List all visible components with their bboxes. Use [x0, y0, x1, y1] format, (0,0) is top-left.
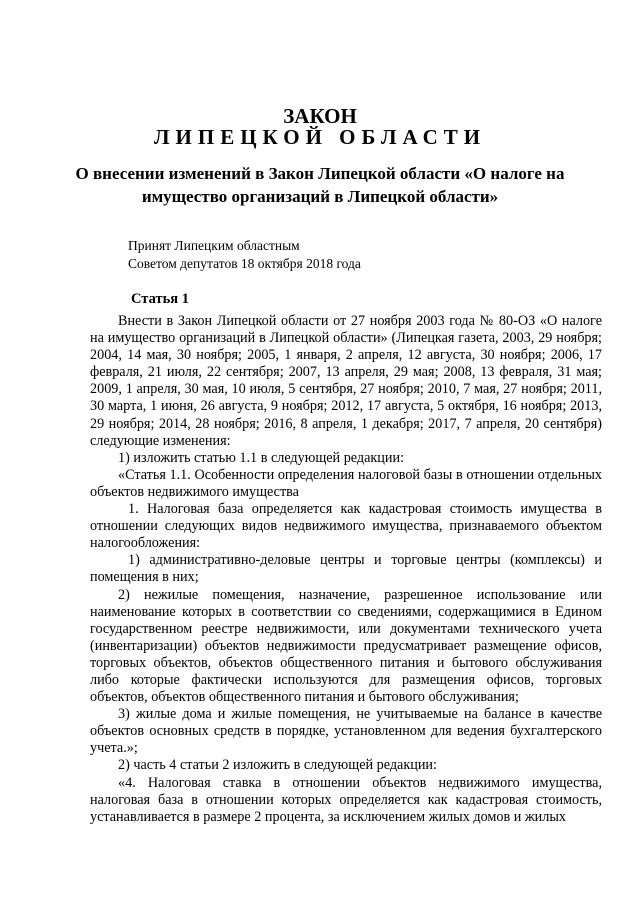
law-subtitle: О внесении изменений в Закон Липецкой области «О налоге на имущество организаций в Липецкой области» [75, 164, 565, 206]
paragraph: Внести в Закон Липецкой области от 27 ноября 2003 года № 80-ОЗ «О налоге на имущество организаций в Липецкой области» (Липецкая газета, 2003, 29 ноября; 2004, 14 мая, 30 ноября; 2005, 1 января, 2 апреля, 12 августа, 30 ноября; 2006, 17 февраля, 21 июля, 22 сентября; 2007, 13 апреля, 29 мая; 2008, 13 февраля, 31 мая; 2009, 1 апреля, 30 мая, 10 июля, 5 сентября, 27 ноября; 2010, 7 мая, 27 ноября; 2011, 30 марта, 1 июня, 26 августа, 9 ноября; 2012, 17 августа, 5 октября, 16 ноября; 2013, 29 ноября; 2014, 28 ноября; 2016, 8 апреля, 1 декабря; 2017, 7 апреля, 20 сентября) следующие изменения: [90, 313, 602, 449]
paragraph: «4. Налоговая ставка в отношении объектов недвижимого имущества, налоговая база в отношении которых определяется как кадастровая стоимость, устанавливается в размере 2 процента, за исключением жилых домов и жилых [90, 774, 602, 825]
paragraph: 3) жилые дома и жилые помещения, не учитываемые на балансе в качестве объектов основных средств в порядке, установленном для ведения бухгалтерского учета.»; [90, 706, 602, 757]
document-body [90, 313, 602, 826]
paragraph: 1) административно-деловые центры и торговые центры (комплексы) и помещения в них; [90, 552, 602, 586]
paragraph: 1) изложить статью 1.1 в следующей редакции: [118, 449, 405, 466]
paragraph: 1. Налоговая база определяется как кадастровая стоимость имущества в отношении следующих видов недвижимого имущества, признаваемого объектом налогообложения: [90, 501, 602, 552]
adoption-line-1: Принят Липецким областным [128, 238, 300, 253]
adoption-note [128, 237, 361, 273]
article-heading: Статья 1 [131, 291, 189, 307]
adoption-line-2: Советом депутатов 18 октября 2018 года [128, 256, 361, 271]
paragraph: 2) нежилые помещения, назначение, разрешенное использование или наименование которых в соответствии со сведениями, содержащимися в Едином государственном реестре недвижимости, или документами технического учета (инвентаризации) объектов недвижимости предусматривает размещение офисов, торговых объектов, объектов общественного питания и бытового обслуживания либо которые фактически используются для размещения офисов, торговых объектов, объектов общественного питания и бытового обслуживания; [90, 586, 602, 706]
paragraph: «Статья 1.1. Особенности определения налоговой базы в отношении отдельных объектов недвижимого имущества [90, 466, 602, 500]
law-region: ЛИПЕЦКОЙ ОБЛАСТИ [153, 125, 487, 149]
paragraph: 2) часть 4 статьи 2 изложить в следующей редакции: [118, 757, 437, 774]
law-title: ЗАКОН [283, 104, 357, 128]
